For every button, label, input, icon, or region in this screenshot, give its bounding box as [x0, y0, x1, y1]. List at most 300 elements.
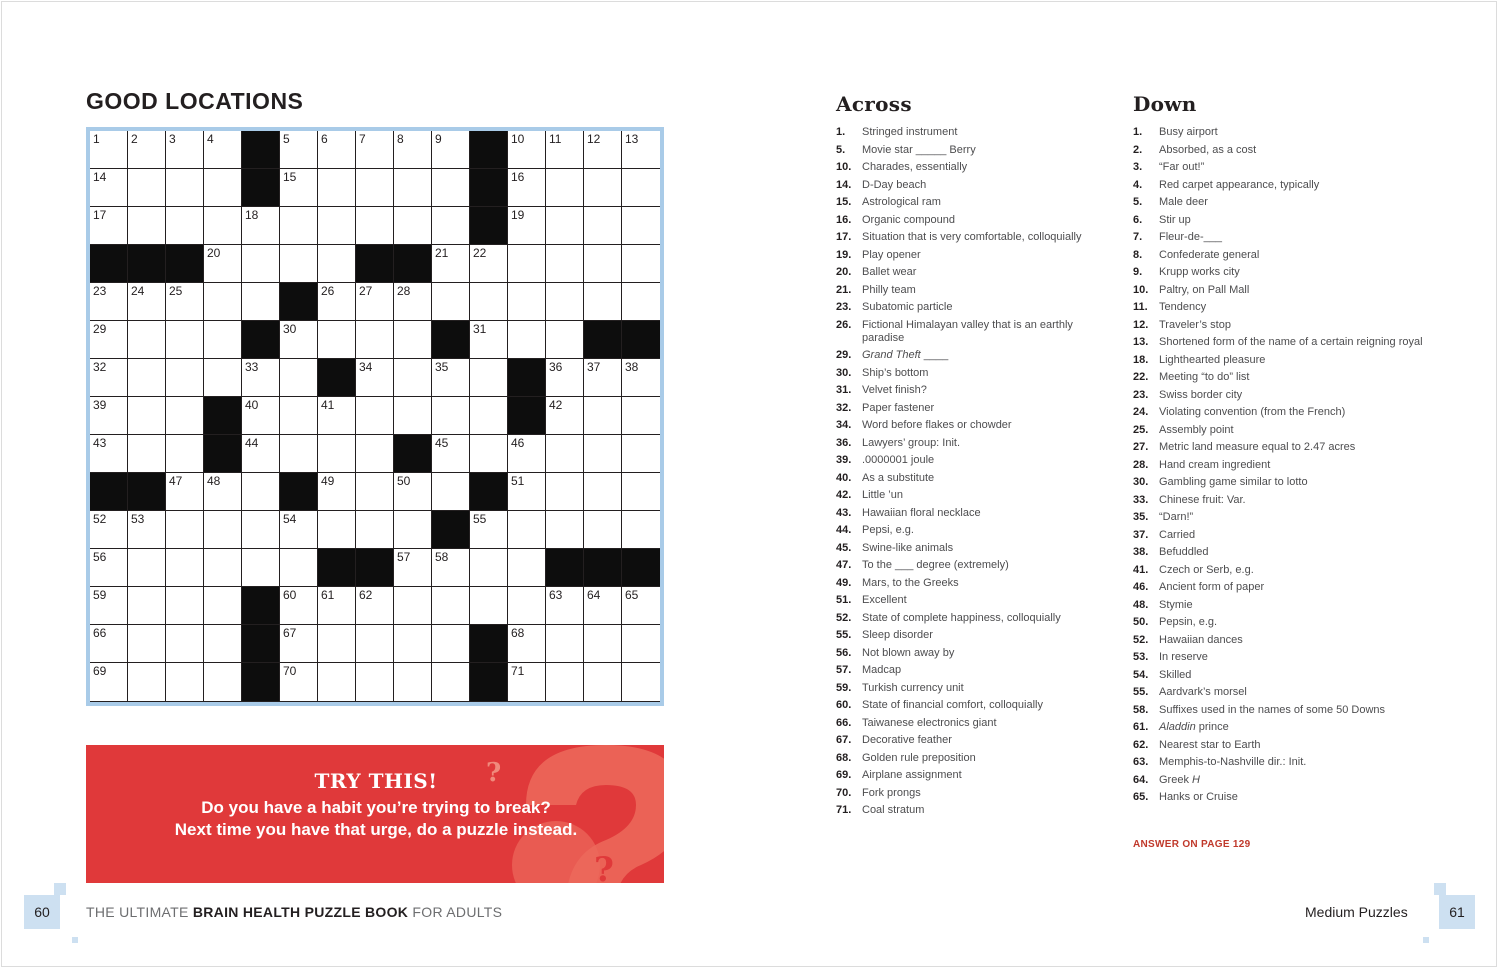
- grid-cell[interactable]: [280, 587, 318, 625]
- grid-cell[interactable]: [432, 549, 470, 587]
- grid-block: [280, 473, 318, 511]
- grid-cell[interactable]: [546, 435, 584, 473]
- grid-cell[interactable]: [128, 207, 166, 245]
- grid-cell[interactable]: [432, 169, 470, 207]
- clue-number: 24: [131, 284, 145, 298]
- clue-text: Paper fastener: [862, 401, 935, 414]
- clue-number: 28: [397, 284, 411, 298]
- clue-text: Shortened form of the name of a certain reigning royal: [1159, 336, 1423, 348]
- grid-cell[interactable]: [546, 359, 584, 397]
- grid-cell[interactable]: [280, 207, 318, 245]
- grid-cell[interactable]: [204, 549, 242, 587]
- grid-cell[interactable]: [166, 625, 204, 663]
- across-clue: [836, 144, 1106, 157]
- grid-cell[interactable]: [356, 473, 394, 511]
- grid-cell[interactable]: [166, 587, 204, 625]
- grid-cell[interactable]: [470, 397, 508, 435]
- grid-cell[interactable]: [318, 321, 356, 359]
- grid-cell[interactable]: [508, 131, 546, 169]
- grid-cell[interactable]: [432, 625, 470, 663]
- grid-cell[interactable]: [622, 435, 660, 473]
- grid-cell[interactable]: [280, 549, 318, 587]
- grid-cell[interactable]: [546, 283, 584, 321]
- grid-cell[interactable]: [204, 321, 242, 359]
- down-clue: [1133, 791, 1423, 804]
- clue-num: 36.: [836, 436, 852, 449]
- grid-cell[interactable]: [394, 131, 432, 169]
- grid-cell[interactable]: [394, 625, 432, 663]
- grid-cell[interactable]: [432, 359, 470, 397]
- try-this-line-2: Next time you have that urge, do a puzzle instead.: [174, 820, 578, 839]
- grid-cell[interactable]: [546, 625, 584, 663]
- clue-num: 70.: [836, 786, 852, 799]
- grid-cell[interactable]: [128, 511, 166, 549]
- grid-cell[interactable]: [546, 207, 584, 245]
- grid-cell[interactable]: [318, 587, 356, 625]
- grid-cell[interactable]: [622, 663, 660, 701]
- grid-cell[interactable]: [128, 397, 166, 435]
- across-clue: [836, 489, 1106, 502]
- clue-number: 53: [131, 512, 145, 526]
- grid-cell[interactable]: [584, 131, 622, 169]
- footer-decoration: [72, 937, 78, 943]
- grid-cell[interactable]: [470, 321, 508, 359]
- clue-num: 33.: [1133, 493, 1149, 506]
- grid-cell[interactable]: [470, 359, 508, 397]
- clue-number: 48: [207, 474, 221, 488]
- clue-text: Velvet finish?: [862, 384, 927, 396]
- grid-cell[interactable]: [622, 245, 660, 283]
- across-clue: [836, 179, 1106, 192]
- grid-cell[interactable]: [90, 321, 128, 359]
- grid-cell[interactable]: [432, 283, 470, 321]
- grid-block: [204, 435, 242, 473]
- grid-cell[interactable]: [622, 359, 660, 397]
- grid-cell[interactable]: [166, 359, 204, 397]
- down-clue: [1133, 721, 1423, 734]
- clue-num: 57.: [836, 664, 852, 676]
- grid-cell[interactable]: [166, 169, 204, 207]
- grid-cell[interactable]: [128, 321, 166, 359]
- grid-cell[interactable]: [90, 359, 128, 397]
- clue-number: 62: [359, 588, 373, 602]
- grid-cell[interactable]: [622, 207, 660, 245]
- grid-cell[interactable]: [622, 625, 660, 663]
- grid-cell[interactable]: [166, 207, 204, 245]
- grid-block: [584, 321, 622, 359]
- grid-cell[interactable]: [318, 511, 356, 549]
- grid-cell[interactable]: [546, 663, 584, 701]
- clue-text: Ballet wear: [862, 266, 917, 278]
- grid-cell[interactable]: [242, 473, 280, 511]
- grid-cell[interactable]: [242, 359, 280, 397]
- grid-cell[interactable]: [622, 511, 660, 549]
- grid-cell[interactable]: [204, 245, 242, 283]
- grid-cell[interactable]: [90, 663, 128, 701]
- across-clue: [836, 717, 1106, 730]
- grid-cell[interactable]: [242, 245, 280, 283]
- clue-num: 23.: [836, 301, 852, 313]
- grid-cell[interactable]: [508, 549, 546, 587]
- grid-cell[interactable]: [432, 131, 470, 169]
- clue-text: Ancient form of paper: [1159, 581, 1265, 593]
- grid-cell[interactable]: [90, 131, 128, 169]
- grid-cell[interactable]: [584, 587, 622, 625]
- clue-number: 71: [511, 664, 525, 678]
- grid-cell[interactable]: [356, 625, 394, 663]
- grid-cell[interactable]: [128, 359, 166, 397]
- grid-block: [128, 473, 166, 511]
- grid-cell[interactable]: [128, 283, 166, 321]
- clue-text: Situation that is very comfortable, colloquially: [862, 231, 1082, 243]
- grid-cell[interactable]: [280, 131, 318, 169]
- grid-cell[interactable]: [166, 435, 204, 473]
- grid-cell[interactable]: [242, 283, 280, 321]
- grid-cell[interactable]: [584, 245, 622, 283]
- grid-cell[interactable]: [166, 283, 204, 321]
- grid-cell[interactable]: [242, 397, 280, 435]
- clue-num: 58.: [1133, 703, 1149, 716]
- clue-number: 38: [625, 360, 639, 374]
- clue-num: 3.: [1133, 161, 1143, 173]
- grid-block: [470, 207, 508, 245]
- grid-cell[interactable]: [508, 435, 546, 473]
- grid-cell[interactable]: [318, 245, 356, 283]
- grid-cell[interactable]: [280, 397, 318, 435]
- grid-cell[interactable]: [318, 625, 356, 663]
- grid-cell[interactable]: [470, 435, 508, 473]
- grid-cell[interactable]: [90, 625, 128, 663]
- grid-cell[interactable]: [356, 511, 394, 549]
- grid-cell[interactable]: [166, 549, 204, 587]
- grid-cell[interactable]: [356, 397, 394, 435]
- grid-cell[interactable]: [508, 245, 546, 283]
- grid-cell[interactable]: [470, 511, 508, 549]
- clue-num: 64.: [1133, 773, 1149, 786]
- across-clue: [836, 524, 1106, 537]
- grid-cell[interactable]: [166, 321, 204, 359]
- grid-cell[interactable]: [356, 207, 394, 245]
- clue-num: 51.: [836, 594, 852, 606]
- clue-number: 47: [169, 474, 183, 488]
- grid-block: [242, 625, 280, 663]
- grid-cell[interactable]: [584, 435, 622, 473]
- grid-cell[interactable]: [394, 473, 432, 511]
- clue-number: 55: [473, 512, 487, 526]
- clue-text: Subatomic particle: [862, 301, 953, 313]
- across-clue: [836, 664, 1106, 677]
- grid-cell[interactable]: [90, 549, 128, 587]
- grid-cell[interactable]: [356, 321, 394, 359]
- grid-cell[interactable]: [318, 283, 356, 321]
- down-clue: [1133, 494, 1423, 507]
- grid-cell[interactable]: [242, 207, 280, 245]
- across-heading: Across: [836, 92, 912, 116]
- grid-cell[interactable]: [280, 359, 318, 397]
- clue-number: 33: [245, 360, 259, 374]
- grid-cell[interactable]: [470, 245, 508, 283]
- grid-block: [394, 435, 432, 473]
- across-clue: [836, 577, 1106, 590]
- clue-text: Taiwanese electronics giant: [862, 716, 997, 729]
- grid-cell[interactable]: [432, 397, 470, 435]
- clue-num: 65.: [1133, 791, 1149, 803]
- grid-cell[interactable]: [394, 587, 432, 625]
- grid-cell[interactable]: [432, 435, 470, 473]
- grid-cell[interactable]: [280, 435, 318, 473]
- clue-num: 17.: [836, 231, 852, 243]
- grid-cell[interactable]: [394, 169, 432, 207]
- grid-cell[interactable]: [128, 587, 166, 625]
- down-clue: [1133, 564, 1423, 577]
- grid-cell[interactable]: [394, 397, 432, 435]
- grid-cell[interactable]: [90, 435, 128, 473]
- clue-number: 36: [549, 360, 563, 374]
- clue-num: 48.: [1133, 598, 1149, 611]
- grid-cell[interactable]: [128, 131, 166, 169]
- grid-cell[interactable]: [508, 207, 546, 245]
- grid-block: [470, 663, 508, 701]
- grid-cell[interactable]: [90, 511, 128, 549]
- grid-cell[interactable]: [166, 473, 204, 511]
- clue-text: Busy airport: [1159, 126, 1218, 138]
- down-clue: [1133, 424, 1423, 437]
- clue-number: 1: [93, 132, 100, 146]
- grid-cell[interactable]: [622, 397, 660, 435]
- clue-num: 12.: [1133, 318, 1149, 331]
- clue-num: 43.: [836, 506, 852, 519]
- grid-cell[interactable]: [280, 321, 318, 359]
- grid-cell[interactable]: [90, 587, 128, 625]
- grid-cell[interactable]: [394, 359, 432, 397]
- clue-number: 37: [587, 360, 601, 374]
- grid-cell[interactable]: [318, 207, 356, 245]
- grid-cell[interactable]: [280, 625, 318, 663]
- grid-cell[interactable]: [356, 663, 394, 701]
- grid-cell[interactable]: [90, 207, 128, 245]
- grid-cell[interactable]: [128, 549, 166, 587]
- clue-text: Golden rule preposition: [862, 751, 976, 764]
- grid-cell[interactable]: [508, 283, 546, 321]
- grid-cell[interactable]: [546, 397, 584, 435]
- grid-block: [432, 321, 470, 359]
- grid-cell[interactable]: [432, 663, 470, 701]
- grid-cell[interactable]: [432, 473, 470, 511]
- grid-cell[interactable]: [204, 283, 242, 321]
- clue-text: Hanks or Cruise: [1159, 791, 1238, 803]
- footer-decoration: [1434, 883, 1446, 895]
- grid-cell[interactable]: [204, 169, 242, 207]
- grid-cell[interactable]: [204, 473, 242, 511]
- clue-number: 32: [93, 360, 107, 374]
- grid-cell[interactable]: [584, 207, 622, 245]
- grid-cell[interactable]: [318, 473, 356, 511]
- grid-cell[interactable]: [546, 245, 584, 283]
- across-clue: [836, 367, 1106, 380]
- grid-cell[interactable]: [90, 169, 128, 207]
- grid-cell[interactable]: [356, 131, 394, 169]
- grid-cell[interactable]: [318, 435, 356, 473]
- grid-cell[interactable]: [508, 587, 546, 625]
- grid-cell[interactable]: [546, 587, 584, 625]
- grid-cell[interactable]: [166, 663, 204, 701]
- grid-cell[interactable]: [508, 169, 546, 207]
- grid-cell[interactable]: [584, 397, 622, 435]
- grid-cell[interactable]: [394, 207, 432, 245]
- grid-cell[interactable]: [508, 511, 546, 549]
- grid-cell[interactable]: [128, 435, 166, 473]
- grid-cell[interactable]: [280, 245, 318, 283]
- clue-num: 4.: [1133, 178, 1143, 191]
- grid-cell[interactable]: [622, 587, 660, 625]
- grid-cell[interactable]: [508, 321, 546, 359]
- grid-cell[interactable]: [584, 663, 622, 701]
- down-clue: [1133, 284, 1423, 297]
- clue-text: Hawaiian floral necklace: [862, 506, 981, 519]
- clue-number: 45: [435, 436, 449, 450]
- grid-cell[interactable]: [128, 169, 166, 207]
- clue-number: 41: [321, 398, 335, 412]
- down-clue: [1133, 389, 1423, 402]
- grid-cell[interactable]: [242, 511, 280, 549]
- down-clue: [1133, 581, 1423, 594]
- grid-cell[interactable]: [242, 549, 280, 587]
- clue-num: 23.: [1133, 388, 1149, 401]
- grid-cell[interactable]: [584, 511, 622, 549]
- grid-cell[interactable]: [280, 511, 318, 549]
- grid-cell[interactable]: [546, 473, 584, 511]
- across-clue: [836, 266, 1106, 279]
- across-clue: [836, 126, 1106, 139]
- grid-cell[interactable]: [318, 397, 356, 435]
- clue-number: 16: [511, 170, 525, 184]
- grid-cell[interactable]: [584, 473, 622, 511]
- grid-cell[interactable]: [128, 625, 166, 663]
- clue-num: 1.: [1133, 126, 1143, 138]
- clue-text: Aladdin prince: [1159, 721, 1229, 733]
- grid-cell[interactable]: [470, 283, 508, 321]
- grid-cell[interactable]: [470, 587, 508, 625]
- grid-cell[interactable]: [546, 511, 584, 549]
- grid-cell[interactable]: [584, 625, 622, 663]
- clue-number: 63: [549, 588, 563, 602]
- clue-text: Paltry, on Pall Mall: [1159, 283, 1250, 296]
- grid-cell[interactable]: [356, 283, 394, 321]
- grid-cell[interactable]: [356, 587, 394, 625]
- grid-cell[interactable]: [394, 511, 432, 549]
- grid-cell[interactable]: [508, 625, 546, 663]
- clue-number: 7: [359, 132, 366, 146]
- grid-cell[interactable]: [318, 169, 356, 207]
- grid-cell[interactable]: [622, 131, 660, 169]
- clue-num: 21.: [836, 283, 852, 296]
- across-clue: [836, 284, 1106, 297]
- grid-block: [394, 245, 432, 283]
- grid-cell[interactable]: [394, 549, 432, 587]
- across-clue: [836, 682, 1106, 695]
- grid-cell[interactable]: [432, 245, 470, 283]
- grid-cell[interactable]: [546, 131, 584, 169]
- clue-number: 50: [397, 474, 411, 488]
- clue-text: Excellent: [862, 594, 907, 606]
- grid-cell[interactable]: [204, 131, 242, 169]
- clue-text: In reserve: [1159, 651, 1208, 663]
- clue-number: 57: [397, 550, 411, 564]
- grid-cell[interactable]: [394, 663, 432, 701]
- grid-cell[interactable]: [280, 663, 318, 701]
- grid-cell[interactable]: [508, 473, 546, 511]
- grid-cell[interactable]: [318, 663, 356, 701]
- grid-cell[interactable]: [470, 549, 508, 587]
- clue-num: 62.: [1133, 738, 1149, 751]
- grid-cell[interactable]: [280, 169, 318, 207]
- across-clue: [836, 594, 1106, 607]
- clue-text: Swiss border city: [1159, 388, 1243, 401]
- clue-num: 41.: [1133, 563, 1149, 576]
- clue-text: Pepsin, e.g.: [1159, 616, 1218, 628]
- grid-cell[interactable]: [128, 663, 166, 701]
- grid-cell[interactable]: [356, 169, 394, 207]
- clue-num: 63.: [1133, 756, 1149, 768]
- grid-cell[interactable]: [90, 397, 128, 435]
- grid-block: [470, 473, 508, 511]
- grid-cell[interactable]: [242, 435, 280, 473]
- across-clue: [836, 196, 1106, 209]
- grid-cell[interactable]: [508, 663, 546, 701]
- across-clue: [836, 804, 1106, 817]
- clue-text: Fleur-de-___: [1159, 231, 1222, 243]
- clue-text: Befuddled: [1159, 546, 1209, 558]
- grid-cell[interactable]: [90, 283, 128, 321]
- clue-text: Nearest star to Earth: [1159, 738, 1261, 751]
- grid-cell[interactable]: [204, 207, 242, 245]
- grid-cell[interactable]: [584, 169, 622, 207]
- grid-cell[interactable]: [204, 587, 242, 625]
- grid-cell[interactable]: [166, 511, 204, 549]
- grid-cell[interactable]: [584, 283, 622, 321]
- grid-cell[interactable]: [204, 511, 242, 549]
- grid-cell[interactable]: [622, 283, 660, 321]
- clue-text: State of complete happiness, colloquially: [862, 611, 1061, 624]
- clue-text: Mars, to the Greeks: [862, 576, 959, 589]
- across-clue: [836, 629, 1106, 642]
- grid-cell[interactable]: [356, 359, 394, 397]
- grid-cell[interactable]: [356, 435, 394, 473]
- grid-cell[interactable]: [204, 359, 242, 397]
- grid-cell[interactable]: [546, 321, 584, 359]
- grid-cell[interactable]: [166, 397, 204, 435]
- grid-cell[interactable]: [204, 663, 242, 701]
- clue-text: Stir up: [1159, 213, 1191, 226]
- clue-num: 15.: [836, 196, 852, 208]
- grid-cell[interactable]: [622, 473, 660, 511]
- grid-cell[interactable]: [622, 169, 660, 207]
- grid-cell[interactable]: [546, 169, 584, 207]
- grid-cell[interactable]: [166, 131, 204, 169]
- grid-cell[interactable]: [394, 321, 432, 359]
- grid-cell[interactable]: [204, 625, 242, 663]
- try-this-text: [86, 797, 664, 841]
- answer-note: ANSWER ON PAGE 129: [1133, 839, 1251, 850]
- clue-number: 40: [245, 398, 259, 412]
- grid-cell[interactable]: [432, 587, 470, 625]
- grid-cell[interactable]: [318, 131, 356, 169]
- grid-cell[interactable]: [584, 359, 622, 397]
- clue-text: Tendency: [1159, 301, 1207, 313]
- grid-cell[interactable]: [432, 207, 470, 245]
- across-clue: [836, 231, 1106, 244]
- grid-cell[interactable]: [394, 283, 432, 321]
